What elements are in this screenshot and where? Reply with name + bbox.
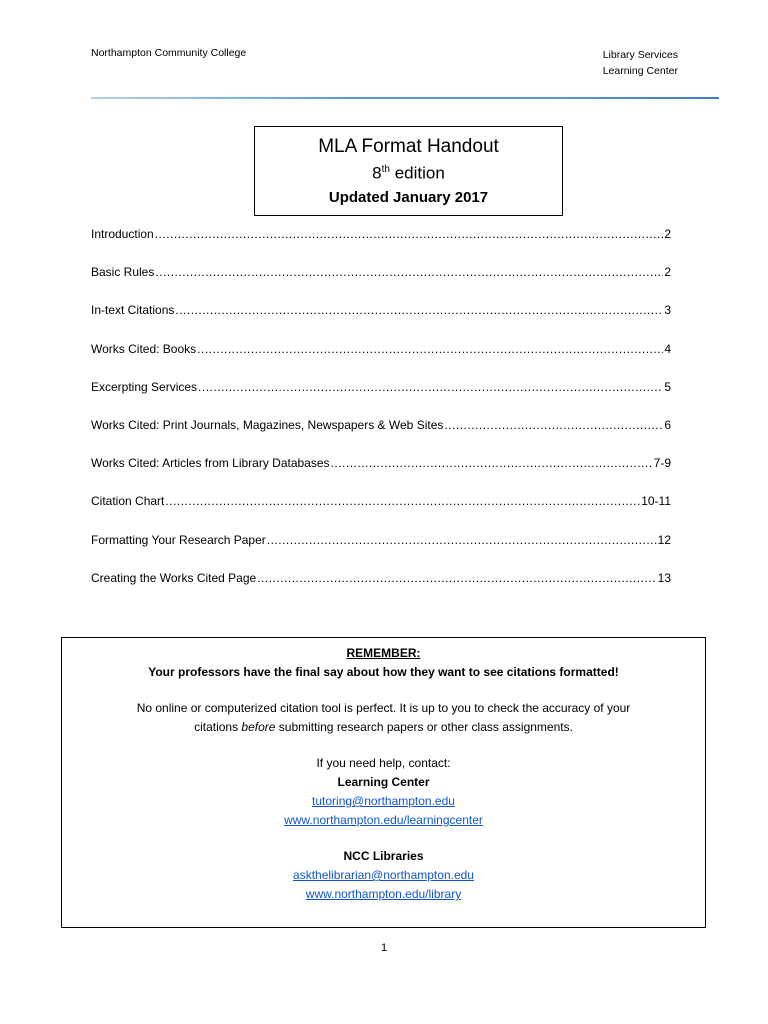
para-italic: before xyxy=(241,720,276,734)
toc-page: 5 xyxy=(664,379,671,394)
toc-page: 6 xyxy=(664,417,671,432)
edition-suffix: th xyxy=(381,164,390,175)
toc-leader xyxy=(165,493,640,509)
toc-leader xyxy=(444,417,663,433)
toc-item[interactable] xyxy=(91,264,671,302)
doc-updated: Updated January 2017 xyxy=(328,188,489,206)
toc-item[interactable] xyxy=(91,493,671,531)
toc-page: 7-9 xyxy=(653,456,671,471)
toc-page: 3 xyxy=(664,303,671,318)
toc-page: 10-11 xyxy=(641,494,671,509)
toc-page: 2 xyxy=(664,265,671,280)
remember-box xyxy=(61,637,706,928)
doc-title: MLA Format Handout xyxy=(318,136,499,157)
toc-label: Citation Chart xyxy=(91,494,165,509)
toc-leader xyxy=(155,264,663,280)
toc-item[interactable] xyxy=(91,379,671,417)
toc-leader xyxy=(175,302,663,318)
toc-label: Works Cited: Articles from Library Databases xyxy=(91,456,330,471)
toc-leader xyxy=(197,341,663,357)
remember-heading: REMEMBER: xyxy=(346,646,421,660)
libraries-url-link[interactable]: www.northampton.edu/library xyxy=(305,887,462,901)
toc-leader xyxy=(331,455,653,471)
learning-center-email-link[interactable]: tutoring@northampton.edu xyxy=(312,794,455,808)
toc-item[interactable] xyxy=(91,341,671,379)
page-number: 1 xyxy=(380,942,388,954)
toc-page: 13 xyxy=(657,570,671,585)
edition-number: 8 xyxy=(372,163,382,183)
help-line: If you need help, contact: xyxy=(316,756,451,770)
spacer xyxy=(62,830,705,847)
toc-label: Works Cited: Print Journals, Magazines, Newspapers & Web Sites xyxy=(91,417,444,432)
toc-leader xyxy=(267,532,657,548)
libraries-email-link[interactable]: askthelibrarian@northampton.edu xyxy=(293,868,474,882)
toc-item[interactable] xyxy=(91,455,671,493)
toc-page: 4 xyxy=(664,341,671,356)
remember-para-line1: No online or computerized citation tool is perfect. It is up to you to check the accuracy of your xyxy=(136,701,631,715)
header-library-services: Library Services xyxy=(602,49,678,61)
toc-label: Works Cited: Books xyxy=(91,341,197,356)
edition-word: edition xyxy=(389,163,445,183)
toc-leader xyxy=(257,570,656,586)
header-departments xyxy=(603,47,678,79)
header-college: Northampton Community College xyxy=(91,47,247,59)
spacer xyxy=(62,682,705,699)
toc-page: 12 xyxy=(657,532,671,547)
para-text: submitting research papers or other class assignments. xyxy=(275,720,573,734)
toc-leader xyxy=(198,379,663,395)
toc-leader xyxy=(155,226,664,242)
toc-item[interactable] xyxy=(91,417,671,455)
header-learning-center: Learning Center xyxy=(602,65,678,77)
para-text: citations xyxy=(194,720,242,734)
title-box xyxy=(254,126,563,216)
org-learning-center: Learning Center xyxy=(337,775,430,789)
toc-item[interactable] xyxy=(91,532,671,570)
table-of-contents xyxy=(91,226,671,608)
remember-para-line2 xyxy=(62,718,705,737)
header-rule xyxy=(91,97,719,99)
toc-label: In-text Citations xyxy=(91,303,175,318)
toc-label: Introduction xyxy=(91,227,154,241)
remember-bold-line: Your professors have the final say about how they want to see citations formatted! xyxy=(148,665,619,679)
toc-item[interactable] xyxy=(91,302,671,340)
toc-item[interactable] xyxy=(91,226,671,264)
org-ncc-libraries: NCC Libraries xyxy=(343,849,424,863)
toc-page: 2 xyxy=(664,227,671,241)
doc-edition xyxy=(255,158,562,186)
toc-label: Basic Rules xyxy=(91,265,155,280)
toc-label: Creating the Works Cited Page xyxy=(91,570,257,585)
toc-label: Formatting Your Research Paper xyxy=(91,532,266,547)
toc-item[interactable] xyxy=(91,570,671,608)
toc-label: Excerpting Services xyxy=(91,379,198,394)
learning-center-url-link[interactable]: www.northampton.edu/learningcenter xyxy=(284,813,483,827)
spacer xyxy=(62,737,705,754)
